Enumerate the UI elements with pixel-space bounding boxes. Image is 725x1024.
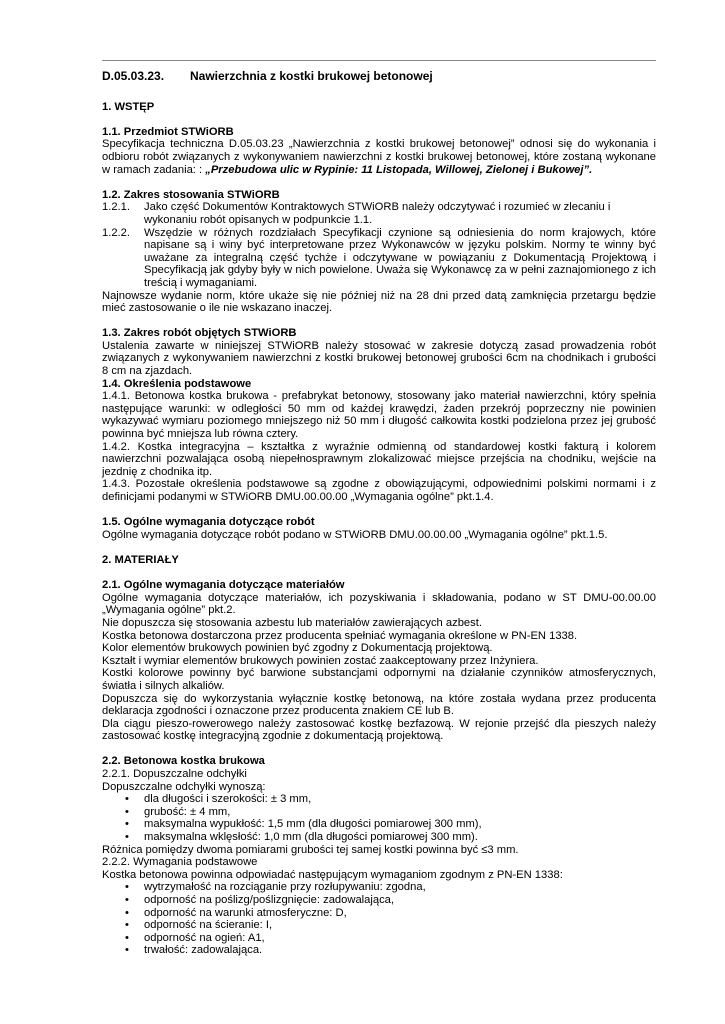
section-1-3-text: Ustalenia zawarte w niniejszej STWiORB należy stosować w zakresie dotyczą zasad prowadzenia robót związanych z wykonywaniem nawierzchni z kostki brukowej betonowej grubości 6cm na chodnikach i grubości 8 cm na zjazdach. bbox=[102, 339, 656, 378]
list-item: • maksymalna wklęsłość: 1,0 mm (dla długości pomiarowej 300 mm). bbox=[144, 831, 656, 844]
section-1-1-heading: 1.1. Przedmiot STWiORB bbox=[102, 125, 234, 138]
section-1-2-2-number: 1.2.2. bbox=[102, 226, 130, 239]
section-2-1-heading: 2.1. Ogólne wymagania dotyczące materiałów bbox=[102, 579, 345, 592]
section-1-3-heading: 1.3. Zakres robót objętych STWiORB bbox=[102, 327, 297, 340]
section-2-1-line: Kształt i wymiar elementów brukowych powinien zostać zaakceptowany przez Inżyniera. bbox=[102, 654, 539, 667]
list-item: • odporność na ścieranie: I, bbox=[144, 919, 656, 932]
document-title bbox=[102, 70, 656, 83]
document-body bbox=[102, 70, 656, 957]
section-1-1-text-a: Specyfikacja techniczna D.05.03.23 „Nawierzchnia z kostki brukowej betonowej” odnosi się do wykonania i odbioru robót związanych z wykonywaniem nawierzchni z kostki brukowej betonowej, które zostaną wykonane w ramach zadania: : bbox=[102, 138, 656, 176]
section-1-4-3-text: 1.4.3. Pozostałe określenia podstawowe są zgodne z obowiązującymi, odpowiednimi polskimi normami i z definicjami podanymi w STWiORB DMU.00.00.00 „Wymagania ogólne” pkt.1.4. bbox=[102, 478, 656, 503]
section-1-2-2-text: Wszędzie w różnych rozdziałach Specyfikacji czynione są odniesienia do norm krajowych, które napisane są i winy być interpretowane przez Wykonawców w języku polskim. Normy te winny być uważane za integralną część tychże i odczytywane w powiązaniu z Dokumentacją Projektową i Specyfikacją jak gdyby były w nich powielone. Uważa się Wykonawcę za w pełni zaznajomionego z ich treścią i wymaganiami. bbox=[144, 226, 656, 289]
section-2-1-line: Kostka betonowa dostarczona przez producenta spełniać wymagania określone w PN-EN 1338. bbox=[102, 629, 578, 642]
section-1-5-text: Ogólne wymagania dotyczące robót podano w STWiORB DMU.00.00.00 „Wymagania ogólne” pkt.1.5. bbox=[102, 528, 608, 541]
spec-code: D.05.03.23. bbox=[102, 69, 165, 83]
list-item: • grubość: ± 4 mm, bbox=[144, 806, 656, 819]
spec-title: Nawierzchnia z kostki brukowej betonowej bbox=[190, 69, 433, 83]
section-2-1-line: Dopuszcza się do wykorzystania wyłącznie kostkę betonową, na które została wydana przez producenta deklaracja zgodności i oznaczone przez producenta znakiem CE lub B. bbox=[102, 692, 656, 718]
section-1-2-1-number: 1.2.1. bbox=[102, 201, 130, 214]
section-2-1-line: Kolor elementów brukowych powinien być zgodny z Dokumentacją projektową. bbox=[102, 642, 493, 655]
project-name: „Przebudowa ulic w Rypinie: 11 Listopada, Willowej, Zielonej i Bukowej”. bbox=[205, 163, 593, 176]
list-item: • dla długości i szerokości: ± 3 mm, bbox=[144, 793, 656, 806]
section-1-heading: 1. WSTĘP bbox=[102, 100, 155, 113]
section-1-5-heading: 1.5. Ogólne wymagania dotyczące robót bbox=[102, 516, 315, 529]
requirements-intro: Kostka betonowa powinna odpowiadać następującym wymaganiom zgodnym z PN-EN 1338: bbox=[102, 868, 563, 881]
list-item: • odporność na warunki atmosferyczne: D, bbox=[144, 907, 656, 920]
tolerances-list bbox=[102, 793, 656, 843]
list-item: • wytrzymałość na rozciąganie przy rozłupywaniu: zgodna, bbox=[144, 881, 656, 894]
thickness-difference-note: Różnica pomiędzy dwoma pomiarami grubości tej samej kostki powinna być ≤3 mm. bbox=[102, 843, 519, 856]
section-2-1-line: Dla ciągu pieszo-rowerowego należy zastosować kostkę bezfazową. W rejonie przejść dla pieszych należy zastosować kostkę integracyjną zgodnie z dokumentacją projektową. bbox=[102, 717, 656, 743]
section-1-2-1 bbox=[102, 201, 656, 226]
section-2-1-line: Nie dopuszcza się stosowania azbestu lub materiałów zawierających azbest. bbox=[102, 616, 482, 629]
section-2-2-heading: 2.2. Betonowa kostka brukowa bbox=[102, 755, 265, 768]
section-1-2-norms-note: Najnowsze wydanie norm, które ukaże się nie później niż na 28 dni przed datą zamknięcia przetargu będzie mieć zastosowanie o ile nie wskazano inaczej. bbox=[102, 289, 656, 315]
section-1-2-2 bbox=[102, 227, 656, 290]
section-1-4-1-text: 1.4.1. Betonowa kostka brukowa - prefabrykat betonowy, stosowany jako materiał nawierzchni, który spełnia następujące warunki: w odległości 50 mm od każdej krawędzi, żaden przekrój poprzeczny nie powinien wykazywać wymiaru poziomego mniejszego niż 50 mm i długość całkowita kostki podzielona przez jej grubość powinna być mniejsza lub równa cztery. bbox=[102, 390, 656, 441]
list-item: • odporność na ogień: A1, bbox=[144, 932, 656, 945]
tolerances-intro: Dopuszczalne odchyłki wynoszą: bbox=[102, 780, 266, 793]
list-item: • odporność na poślizg/poślizgnięcie: zadowalająca, bbox=[144, 894, 656, 907]
section-1-1-text bbox=[102, 138, 656, 176]
list-item: • trwałość: zadowalająca. bbox=[144, 944, 656, 957]
requirements-list bbox=[102, 881, 656, 957]
section-1-4-heading: 1.4. Określenia podstawowe bbox=[102, 377, 252, 390]
section-1-2-heading: 1.2. Zakres stosowania STWiORB bbox=[102, 188, 280, 201]
header-rule bbox=[102, 60, 656, 61]
section-2-2-1-heading: 2.2.1. Dopuszczalne odchyłki bbox=[102, 768, 247, 781]
section-1-2-1-text: Jako część Dokumentów Kontraktowych STWiORB należy odczytywać i rozumieć w zlecaniu i wykonaniu robót opisanych w podpunkcie 1.1. bbox=[144, 201, 611, 226]
section-2-2-2-heading: 2.2.2. Wymagania podstawowe bbox=[102, 856, 258, 869]
section-2-1-line: Kostki kolorowe powinny być barwione substancjami odpornymi na działanie czynników atmosferycznych, światła i silnych alkaliów. bbox=[102, 667, 656, 692]
list-item: • maksymalna wypukłość: 1,5 mm (dla długości pomiarowej 300 mm), bbox=[144, 818, 656, 831]
section-1-4-2-text: 1.4.2. Kostka integracyjna – kształtka z wyraźnie odmienną od standardowej kostki fakturą i kolorem nawierzchni pozwalająca osobą niepełnosprawnym zlokalizować miejsce przejścia na chodniku, wejście na jezdnię z chodnika itp. bbox=[102, 440, 656, 478]
section-2-1-line: Ogólne wymagania dotyczące materiałów, ich pozyskiwania i składowania, podano w ST DMU-00.00.00 „Wymagania ogólne” pkt.2. bbox=[102, 591, 656, 617]
section-2-heading: 2. MATERIAŁY bbox=[102, 553, 179, 566]
